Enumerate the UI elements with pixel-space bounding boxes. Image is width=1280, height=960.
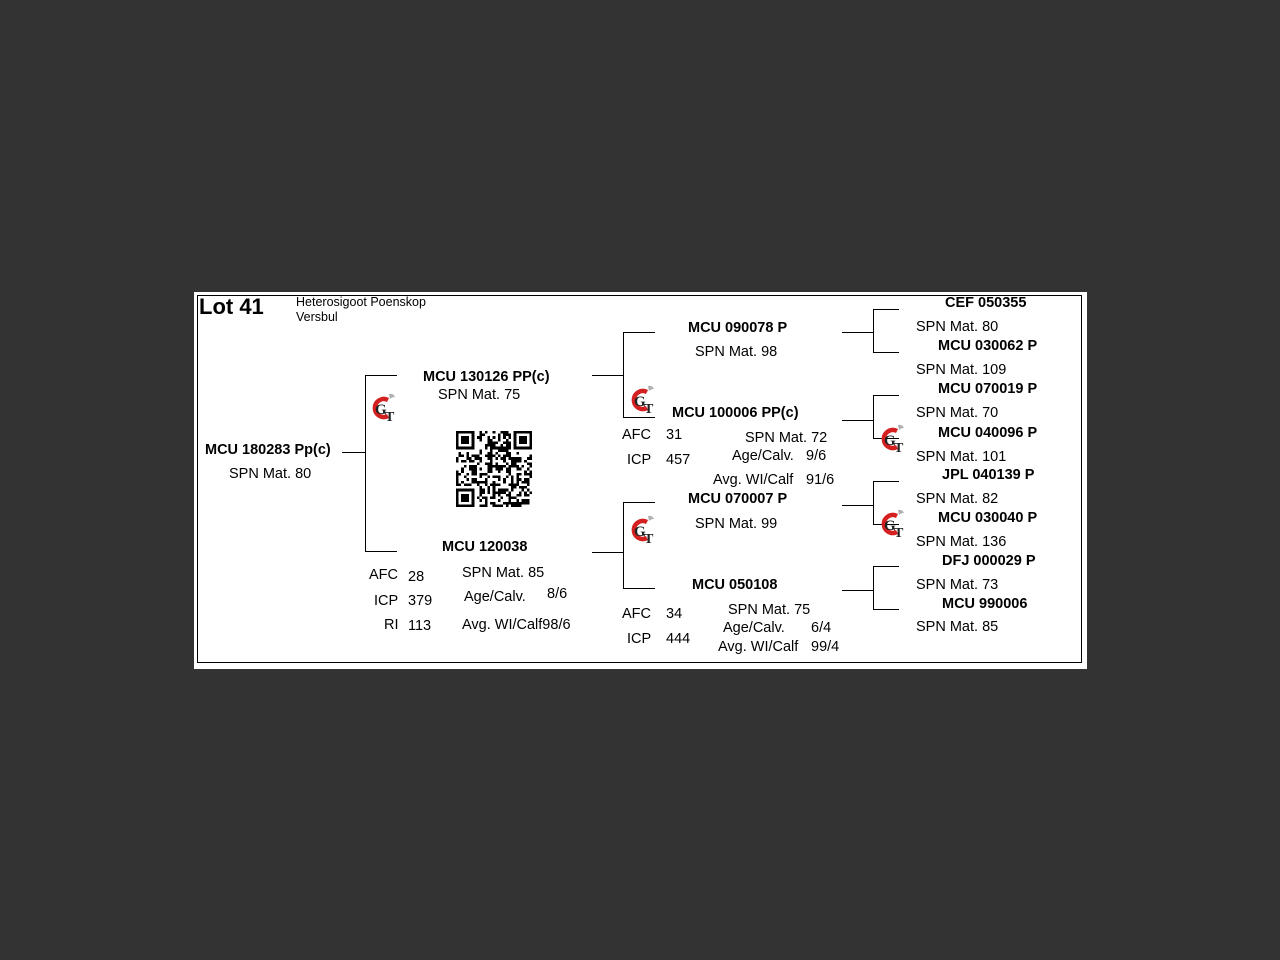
connector-ggp7 — [873, 566, 899, 567]
dam-dam-wi-value: 99/4 — [811, 639, 840, 655]
ggp-6-id: MCU 030040 P — [938, 510, 1038, 526]
connector-ggp8 — [873, 609, 899, 610]
connector-gp4-vertical — [873, 566, 874, 610]
connector-sire-sire — [623, 332, 655, 333]
connector-dam-vertical — [623, 502, 624, 589]
svg-text:T: T — [644, 532, 654, 546]
connector-gp2-out — [842, 420, 874, 421]
dam-sire-spn: SPN Mat. 99 — [695, 516, 778, 532]
svg-text:G: G — [634, 394, 646, 410]
dam-dam-id: MCU 050108 — [692, 577, 778, 593]
dam-dam-icp-label: ICP — [627, 631, 652, 647]
ggp-3-spn: SPN Mat. 70 — [916, 405, 999, 421]
sire-dam-spn: SPN Mat. 72 — [745, 430, 828, 446]
ggp-7-id: DFJ 000029 P — [942, 553, 1036, 569]
ggp-6-spn: SPN Mat. 136 — [916, 534, 1007, 550]
dam-age-label: Age/Calv. — [464, 589, 526, 605]
connector-dam-sire — [623, 502, 655, 503]
ggp-7-spn: SPN Mat. 73 — [916, 577, 999, 593]
ggp-5-id: JPL 040139 P — [942, 467, 1035, 483]
sire-dam-afc-label: AFC — [622, 427, 651, 443]
svg-text:G: G — [884, 518, 896, 534]
dam-wi-label: Avg. WI/Calf98/6 — [462, 617, 571, 633]
gt-logo-icon — [878, 508, 908, 540]
dam-afc-label: AFC — [369, 567, 398, 583]
ggp-1-id: CEF 050355 — [945, 295, 1027, 311]
svg-text:T: T — [644, 402, 654, 416]
svg-text:T: T — [385, 410, 395, 424]
dam-afc-value: 28 — [408, 569, 425, 585]
svg-text:T: T — [894, 441, 904, 455]
ggp-1-spn: SPN Mat. 80 — [916, 319, 999, 335]
svg-text:G: G — [634, 524, 646, 540]
connector-gp1-out — [842, 332, 874, 333]
sire-dam-icp-label: ICP — [627, 452, 652, 468]
ggp-2-spn: SPN Mat. 109 — [916, 362, 1007, 378]
sire-id: MCU 130126 PP(c) — [423, 369, 550, 385]
connector-sire-out — [592, 375, 624, 376]
sire-spn: SPN Mat. 75 — [438, 387, 521, 403]
sire-dam-id: MCU 100006 PP(c) — [672, 405, 799, 421]
connector-sire-vertical — [623, 332, 624, 418]
sire-dam-wi-label: Avg. WI/Calf — [713, 472, 794, 488]
ggp-4-id: MCU 040096 P — [938, 425, 1038, 441]
gt-logo-icon — [369, 392, 399, 424]
svg-text:G: G — [884, 433, 896, 449]
ggp-2-id: MCU 030062 P — [938, 338, 1038, 354]
dam-dam-age-value: 6/4 — [811, 620, 832, 636]
svg-text:T: T — [894, 526, 904, 540]
gt-logo-icon — [628, 384, 658, 416]
dam-dam-afc-value: 34 — [666, 606, 683, 622]
connector-dam-out — [592, 552, 624, 553]
dam-icp-label: ICP — [374, 593, 399, 609]
connector-dam-dam — [623, 588, 655, 589]
pedigree-card — [194, 292, 1087, 669]
ggp-4-spn: SPN Mat. 101 — [916, 449, 1007, 465]
dam-dam-spn: SPN Mat. 75 — [728, 602, 811, 618]
ggp-5-spn: SPN Mat. 82 — [916, 491, 999, 507]
connector-dam — [365, 551, 397, 552]
sire-dam-icp-value: 457 — [666, 452, 691, 468]
connector-gp1-vertical — [873, 309, 874, 353]
ggp-8-id: MCU 990006 — [942, 596, 1028, 612]
dam-id: MCU 120038 — [442, 539, 528, 555]
ggp-8-spn: SPN Mat. 85 — [916, 619, 999, 635]
dam-spn: SPN Mat. 85 — [462, 565, 545, 581]
connector-sire-dam — [623, 417, 655, 418]
dam-dam-wi-label: Avg. WI/Calf — [718, 639, 799, 655]
connector-gp2-vertical — [873, 395, 874, 439]
sire-dam-wi-value: 91/6 — [806, 472, 835, 488]
dam-age-value: 8/6 — [547, 586, 568, 602]
svg-text:G: G — [375, 402, 387, 418]
subtitle-category: Versbul — [296, 310, 338, 324]
sire-dam-age-value: 9/6 — [806, 448, 827, 464]
connector-ggp2 — [873, 352, 899, 353]
dam-dam-icp-value: 444 — [666, 631, 691, 647]
dam-sire-id: MCU 070007 P — [688, 491, 788, 507]
connector-parents-vertical — [365, 375, 366, 551]
dam-dam-afc-label: AFC — [622, 606, 651, 622]
dam-ri-value: 113 — [408, 618, 432, 634]
connector-ggp3 — [873, 395, 899, 396]
connector-ggp1 — [873, 309, 899, 310]
dam-dam-age-label: Age/Calv. — [723, 620, 785, 636]
dam-ri-label: RI — [384, 617, 399, 633]
connector-gp3-vertical — [873, 481, 874, 525]
connector-gp3-out — [842, 505, 874, 506]
connector-ggp5 — [873, 481, 899, 482]
ggp-3-id: MCU 070019 P — [938, 381, 1038, 397]
animal-spn: SPN Mat. 80 — [229, 466, 312, 482]
subtitle-type: Heterosigoot Poenskop — [296, 295, 426, 309]
sire-sire-spn: SPN Mat. 98 — [695, 344, 778, 360]
dam-icp-value: 379 — [408, 593, 433, 609]
qr-code-icon — [456, 431, 532, 507]
connector-sire — [365, 375, 397, 376]
gt-logo-icon — [628, 514, 658, 546]
sire-dam-afc-value: 31 — [666, 427, 683, 443]
sire-dam-age-label: Age/Calv. — [732, 448, 794, 464]
animal-id: MCU 180283 Pp(c) — [205, 442, 331, 458]
sire-sire-id: MCU 090078 P — [688, 320, 788, 336]
connector-animal — [342, 452, 366, 453]
lot-title: Lot 41 — [199, 294, 264, 319]
connector-gp4-out — [842, 590, 874, 591]
gt-logo-icon — [878, 423, 908, 455]
